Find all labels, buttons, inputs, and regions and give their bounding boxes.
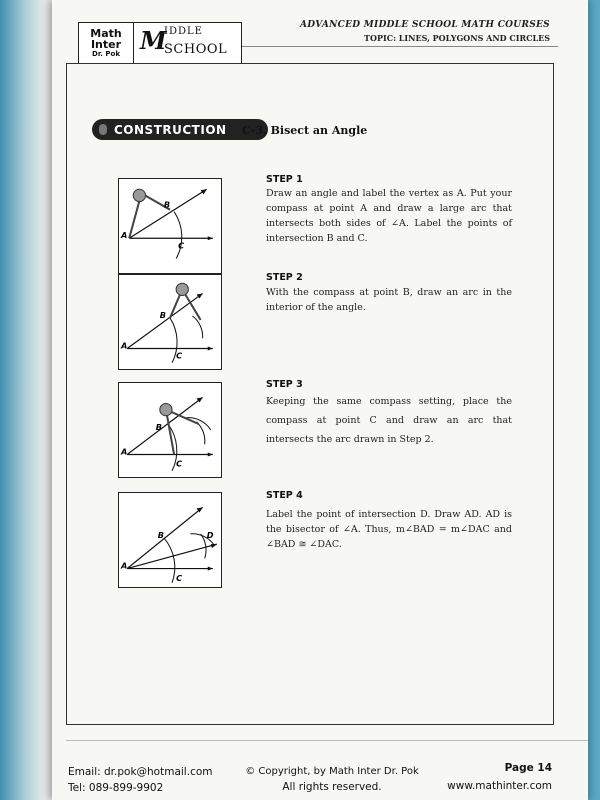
step2-title: STEP 2 — [266, 272, 303, 283]
step4-label-c: C — [176, 572, 183, 583]
footer-website: www.mathinter.com — [447, 780, 552, 792]
logo-letter-m: M — [140, 26, 167, 55]
logo-text-middle: IDDLE — [164, 26, 203, 37]
document-page — [52, 0, 588, 800]
step1-label-c: C — [178, 240, 185, 251]
logo-text-drpok: Dr. Pok — [92, 50, 120, 58]
book-spine — [0, 0, 60, 800]
footer-email: Email: dr.pok@hotmail.com — [68, 766, 213, 778]
step3-label-c: C — [176, 458, 183, 469]
step2-diagram — [119, 275, 221, 369]
step2-label-b: B — [159, 309, 167, 320]
step4-figure — [118, 492, 222, 588]
logo-left-block — [79, 23, 134, 63]
footer-rights: All rights reserved. — [282, 781, 382, 793]
logo-text-school: SCHOOL — [164, 42, 228, 57]
page-number: Page 14 — [504, 762, 552, 774]
footer-rule — [66, 740, 588, 741]
step3-text: Keeping the same compass setting, place the compass at point C and draw an arc that intersects the arc drawn in Step 2. — [266, 396, 512, 445]
step2-text: With the compass at point B, draw an arc in the interior of the angle. — [266, 287, 512, 313]
section-title: C-3. Bisect an Angle — [242, 124, 368, 137]
step4-diagram — [119, 493, 221, 587]
logo-right-block — [134, 23, 241, 63]
step2-label-c: C — [176, 350, 183, 361]
step3-label-a: A — [121, 446, 128, 457]
step4-label-a: A — [121, 560, 128, 571]
step2-label-a: A — [121, 340, 128, 351]
step3-label-b: B — [155, 422, 162, 432]
step1-label-a: A — [121, 230, 128, 241]
math-inter-logo — [78, 22, 242, 64]
step4-label-b: B — [157, 529, 164, 540]
step3-diagram — [119, 383, 221, 477]
compass-icon — [129, 189, 170, 238]
logo-text-inter: Inter — [90, 38, 122, 51]
compass-icon — [160, 403, 199, 454]
footer-copyright: © Copyright, by Math Inter Dr. Pok — [245, 766, 419, 777]
header-rule — [242, 46, 558, 47]
step3-title: STEP 3 — [266, 379, 303, 390]
step1-label-b: B — [163, 199, 171, 210]
topic-title: TOPIC: LINES, POLYGONS AND CIRCLES — [364, 33, 550, 43]
course-title: ADVANCED MIDDLE SCHOOL MATH COURSES — [300, 20, 550, 30]
step4-text: Label the point of intersection D. Draw AD. AD is the bisector of ∠A. Thus, m∠BAD = m∠DAC and ∠BAD ≅ ∠DAC. — [266, 509, 512, 550]
step3-figure — [118, 382, 222, 478]
step4-title: STEP 4 — [266, 490, 303, 501]
step1-title: STEP 1 — [266, 174, 303, 185]
construction-badge: CONSTRUCTION — [92, 119, 268, 140]
step1-text: Draw an angle and label the vertex as A. Put your compass at point A and draw a large arc that intersects both sides of ∠A. Label the points of intersection B and C. — [266, 188, 512, 244]
step2-figure — [118, 274, 222, 370]
step1-figure — [118, 178, 222, 274]
logo-text-math: Math — [90, 27, 122, 40]
footer-phone: Tel: 089-899-9902 — [68, 782, 164, 794]
step4-label-d: D — [206, 529, 214, 540]
step1-diagram — [119, 179, 221, 273]
